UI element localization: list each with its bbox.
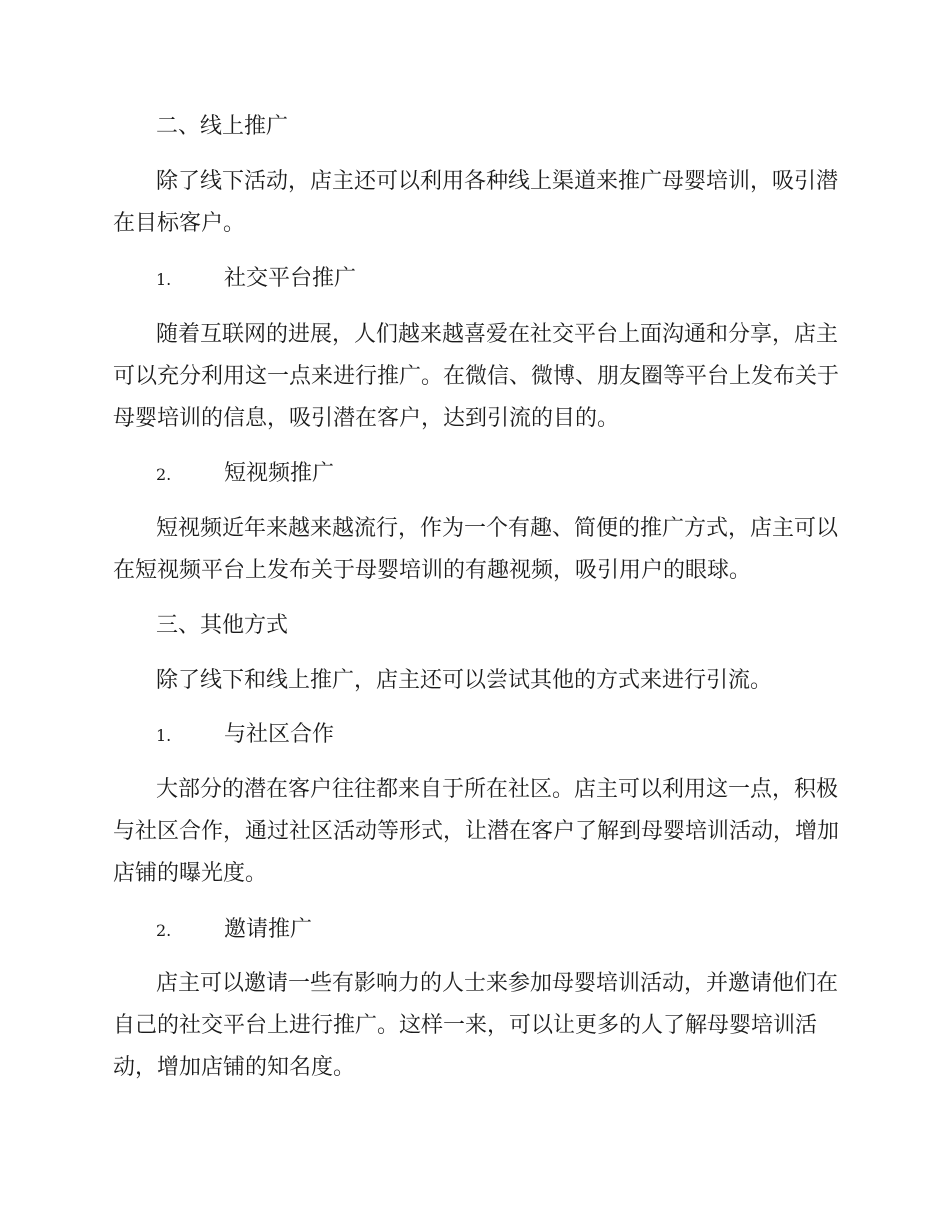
paragraph-line: 动，增加店铺的知名度。 bbox=[113, 1055, 356, 1080]
list-item-title: 社交平台推广 bbox=[224, 266, 357, 291]
paragraph-line: 除了线下和线上推广，店主还可以尝试其他的方式来进行引流。 bbox=[156, 668, 773, 693]
paragraph-line: 在短视频平台上发布关于母婴培训的有趣视频，吸引用户的眼球。 bbox=[113, 558, 752, 583]
paragraph-line: 除了线下活动，店主还可以利用各种线上渠道来推广母婴培训，吸引潜 bbox=[156, 169, 839, 194]
paragraph-line: 与社区合作，通过社区活动等形式，让潜在客户了解到母婴培训活动，增加 bbox=[113, 819, 840, 844]
paragraph-line: 店铺的曝光度。 bbox=[113, 861, 268, 886]
list-number: 2. bbox=[156, 921, 172, 940]
list-number: 2. bbox=[156, 465, 172, 484]
paragraph-line: 店主可以邀请一些有影响力的人士来参加母婴培训活动，并邀请他们在 bbox=[156, 971, 839, 996]
list-item-title: 短视频推广 bbox=[224, 461, 335, 486]
section-heading-other: 三、其他方式 bbox=[156, 613, 289, 638]
paragraph-line: 在目标客户。 bbox=[113, 211, 246, 236]
paragraph-line: 自己的社交平台上进行推广。这样一来，可以让更多的人了解母婴培训活 bbox=[113, 1013, 818, 1038]
paragraph-line: 随着互联网的进展，人们越来越喜爱在社交平台上面沟通和分享，店主 bbox=[156, 322, 839, 347]
list-number: 1. bbox=[156, 270, 172, 289]
list-number: 1. bbox=[156, 726, 172, 745]
paragraph-line: 可以充分利用这一点来进行推广。在微信、微博、朋友圈等平台上发布关于 bbox=[113, 364, 840, 389]
paragraph-line: 大部分的潜在客户往往都来自于所在社区。店主可以利用这一点，积极 bbox=[156, 777, 839, 802]
paragraph-line: 母婴培训的信息，吸引潜在客户，达到引流的目的。 bbox=[113, 406, 620, 431]
paragraph-line: 短视频近年来越来越流行，作为一个有趣、简便的推广方式，店主可以 bbox=[156, 516, 839, 541]
list-item-title: 邀请推广 bbox=[224, 917, 313, 942]
list-item-title: 与社区合作 bbox=[224, 722, 335, 747]
section-heading-online: 二、线上推广 bbox=[156, 114, 289, 139]
